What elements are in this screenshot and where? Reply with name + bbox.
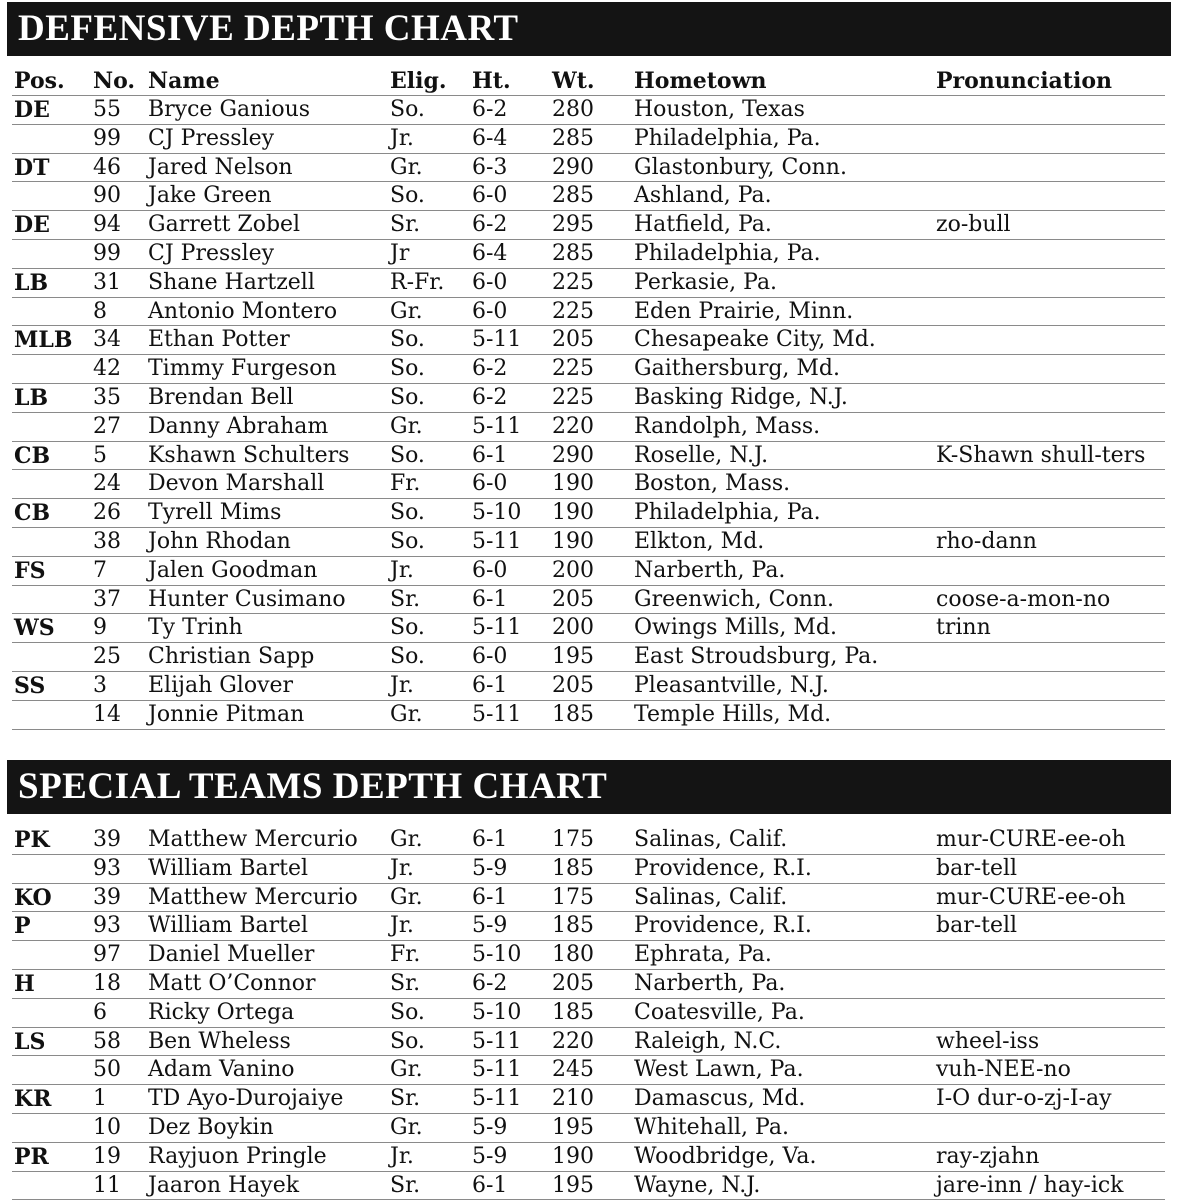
cell-name: Daniel Mueller bbox=[148, 942, 315, 968]
cell-pronunciation: I-O dur-o-zj-I-ay bbox=[936, 1086, 1112, 1112]
cell-elig: Gr. bbox=[390, 827, 423, 852]
cell-name: Jonnie Pitman bbox=[148, 701, 305, 727]
cell-elig: Jr. bbox=[390, 557, 414, 583]
table-row bbox=[12, 154, 1165, 183]
cell-no: 19 bbox=[93, 1143, 121, 1169]
cell-hometown: Providence, R.I. bbox=[634, 855, 812, 881]
cell-pos: DE bbox=[14, 212, 50, 239]
cell-ht: 5-10 bbox=[472, 999, 522, 1025]
cell-no: 1 bbox=[93, 1086, 107, 1112]
cell-name: Bryce Ganious bbox=[148, 97, 311, 122]
table-row bbox=[12, 884, 1165, 913]
cell-name: Matthew Mercurio bbox=[148, 827, 358, 852]
cell-wt: 205 bbox=[552, 586, 594, 612]
cell-ht: 5-11 bbox=[472, 413, 522, 439]
header-name: Name bbox=[148, 68, 220, 94]
cell-elig: Gr. bbox=[390, 884, 423, 910]
cell-elig: Jr bbox=[390, 241, 410, 266]
cell-ht: 5-9 bbox=[472, 1143, 508, 1169]
cell-elig: Sr. bbox=[390, 212, 421, 238]
cell-wt: 290 bbox=[552, 442, 594, 468]
cell-name: Ricky Ortega bbox=[148, 999, 295, 1025]
cell-pronunciation: ray-zjahn bbox=[936, 1143, 1040, 1169]
cell-name: Ty Trinh bbox=[148, 615, 243, 641]
cell-elig: So. bbox=[390, 529, 425, 554]
cell-pos: PR bbox=[14, 1143, 49, 1170]
cell-ht: 5-9 bbox=[472, 1115, 508, 1140]
cell-ht: 6-2 bbox=[472, 97, 508, 122]
cell-ht: 5-11 bbox=[472, 327, 522, 353]
cell-elig: Sr. bbox=[390, 1172, 421, 1198]
cell-ht: 5-11 bbox=[472, 615, 522, 641]
cell-no: 7 bbox=[93, 557, 107, 583]
cell-wt: 225 bbox=[552, 356, 594, 382]
cell-wt: 185 bbox=[552, 701, 594, 727]
table-row bbox=[12, 240, 1165, 269]
cell-elig: Jr. bbox=[390, 673, 414, 698]
cell-no: 39 bbox=[93, 884, 121, 910]
cell-no: 10 bbox=[93, 1115, 121, 1140]
cell-elig: Jr. bbox=[390, 1143, 414, 1169]
cell-hometown: Coatesville, Pa. bbox=[634, 999, 805, 1025]
cell-elig: Fr. bbox=[390, 942, 421, 968]
cell-no: 99 bbox=[93, 241, 121, 266]
table-row bbox=[12, 557, 1165, 586]
cell-elig: So. bbox=[390, 356, 425, 382]
cell-wt: 225 bbox=[552, 269, 594, 295]
cell-pronunciation: mur-CURE-ee-oh bbox=[936, 827, 1126, 852]
cell-name: Jared Nelson bbox=[148, 154, 293, 180]
cell-pos: H bbox=[14, 971, 35, 997]
cell-pronunciation: zo-bull bbox=[936, 212, 1011, 238]
cell-pronunciation: mur-CURE-ee-oh bbox=[936, 884, 1126, 910]
cell-hometown: Narberth, Pa. bbox=[634, 557, 786, 583]
cell-name: Ethan Potter bbox=[148, 327, 290, 353]
cell-no: 14 bbox=[93, 701, 121, 727]
cell-pronunciation: wheel-iss bbox=[936, 1028, 1040, 1054]
cell-wt: 190 bbox=[552, 529, 594, 554]
defense-header-row bbox=[12, 67, 1165, 96]
cell-hometown: Owings Mills, Md. bbox=[634, 615, 837, 641]
cell-elig: R-Fr. bbox=[390, 269, 445, 295]
cell-ht: 5-11 bbox=[472, 1086, 522, 1112]
cell-name: TD Ayo-Durojaiye bbox=[148, 1086, 344, 1112]
cell-name: CJ Pressley bbox=[148, 125, 275, 151]
cell-name: William Bartel bbox=[148, 855, 309, 881]
cell-pronunciation: coose-a-mon-no bbox=[936, 586, 1111, 612]
header-pos: Pos. bbox=[14, 68, 65, 94]
cell-no: 24 bbox=[93, 471, 121, 497]
cell-elig: Sr. bbox=[390, 586, 421, 612]
cell-hometown: Narberth, Pa. bbox=[634, 971, 786, 996]
cell-ht: 6-2 bbox=[472, 212, 508, 238]
header-ht: Ht. bbox=[472, 68, 511, 94]
cell-ht: 6-2 bbox=[472, 356, 508, 382]
table-row bbox=[12, 326, 1165, 355]
cell-hometown: Woodbridge, Va. bbox=[634, 1143, 817, 1169]
table-row bbox=[12, 701, 1165, 730]
cell-pos: KO bbox=[14, 884, 52, 911]
cell-wt: 285 bbox=[552, 183, 594, 209]
cell-no: 99 bbox=[93, 125, 121, 151]
cell-name: Rayjuon Pringle bbox=[148, 1143, 327, 1169]
table-row bbox=[12, 413, 1165, 442]
cell-no: 34 bbox=[93, 327, 121, 353]
cell-elig: Fr. bbox=[390, 471, 421, 497]
cell-elig: So. bbox=[390, 615, 425, 641]
cell-elig: Gr. bbox=[390, 1057, 423, 1083]
table-row bbox=[12, 1085, 1165, 1114]
table-row bbox=[12, 941, 1165, 970]
cell-ht: 6-1 bbox=[472, 827, 508, 852]
cell-ht: 6-1 bbox=[472, 586, 508, 612]
cell-ht: 6-0 bbox=[472, 644, 508, 670]
table-row bbox=[12, 1172, 1165, 1200]
cell-wt: 185 bbox=[552, 913, 594, 939]
cell-ht: 6-0 bbox=[472, 269, 508, 295]
table-row bbox=[12, 211, 1165, 240]
cell-ht: 5-11 bbox=[472, 529, 522, 554]
cell-hometown: Whitehall, Pa. bbox=[634, 1115, 789, 1140]
cell-wt: 210 bbox=[552, 1086, 594, 1112]
cell-wt: 225 bbox=[552, 298, 594, 324]
table-row bbox=[12, 1028, 1165, 1057]
cell-ht: 6-2 bbox=[472, 971, 508, 996]
cell-name: CJ Pressley bbox=[148, 241, 275, 266]
cell-name: Garrett Zobel bbox=[148, 212, 301, 238]
cell-no: 97 bbox=[93, 942, 121, 968]
cell-hometown: Boston, Mass. bbox=[634, 471, 791, 497]
cell-no: 38 bbox=[93, 529, 121, 554]
cell-pos: DE bbox=[14, 97, 50, 123]
cell-pos: WS bbox=[14, 615, 55, 642]
cell-wt: 285 bbox=[552, 241, 594, 266]
cell-no: 50 bbox=[93, 1057, 121, 1083]
table-row bbox=[12, 826, 1165, 855]
table-row bbox=[12, 1114, 1165, 1143]
table-row bbox=[12, 125, 1165, 154]
cell-elig: So. bbox=[390, 1028, 425, 1054]
cell-name: Jaaron Hayek bbox=[148, 1172, 300, 1198]
cell-elig: So. bbox=[390, 183, 425, 209]
cell-hometown: Philadelphia, Pa. bbox=[634, 500, 821, 526]
cell-wt: 185 bbox=[552, 999, 594, 1025]
header-pronunciation: Pronunciation bbox=[936, 68, 1112, 94]
header-wt: Wt. bbox=[552, 68, 595, 94]
cell-name: Brendan Bell bbox=[148, 385, 294, 410]
cell-no: 9 bbox=[93, 615, 107, 641]
cell-wt: 245 bbox=[552, 1057, 594, 1083]
cell-pos: LS bbox=[14, 1028, 46, 1055]
cell-no: 5 bbox=[93, 442, 107, 468]
cell-ht: 5-11 bbox=[472, 701, 522, 727]
header-no: No. bbox=[93, 68, 136, 94]
cell-hometown: Ephrata, Pa. bbox=[634, 942, 772, 968]
cell-ht: 6-1 bbox=[472, 442, 508, 468]
cell-ht: 6-4 bbox=[472, 125, 508, 151]
cell-ht: 6-1 bbox=[472, 884, 508, 910]
cell-name: William Bartel bbox=[148, 913, 309, 939]
cell-name: Kshawn Schulters bbox=[148, 442, 350, 468]
cell-no: 31 bbox=[93, 269, 121, 295]
cell-pronunciation: vuh-NEE-no bbox=[936, 1057, 1071, 1083]
cell-wt: 225 bbox=[552, 385, 594, 410]
cell-pos: CB bbox=[14, 500, 51, 527]
cell-wt: 205 bbox=[552, 673, 594, 698]
cell-hometown: Salinas, Calif. bbox=[634, 884, 788, 910]
cell-ht: 5-11 bbox=[472, 1028, 522, 1054]
cell-name: Adam Vanino bbox=[148, 1057, 295, 1083]
table-row bbox=[12, 855, 1165, 884]
cell-no: 6 bbox=[93, 999, 107, 1025]
cell-pos: LB bbox=[14, 385, 49, 411]
cell-name: Christian Sapp bbox=[148, 644, 315, 670]
cell-ht: 6-2 bbox=[472, 385, 508, 410]
cell-elig: Jr. bbox=[390, 913, 414, 939]
table-row bbox=[12, 528, 1165, 557]
cell-no: 18 bbox=[93, 971, 121, 996]
cell-wt: 295 bbox=[552, 212, 594, 238]
cell-no: 42 bbox=[93, 356, 121, 382]
cell-pos: CB bbox=[14, 442, 51, 469]
cell-name: Danny Abraham bbox=[148, 413, 329, 439]
table-row bbox=[12, 269, 1165, 298]
cell-elig: Gr. bbox=[390, 1115, 423, 1140]
cell-hometown: West Lawn, Pa. bbox=[634, 1057, 804, 1083]
cell-pos: PK bbox=[14, 827, 50, 853]
cell-wt: 200 bbox=[552, 557, 594, 583]
cell-name: Elijah Glover bbox=[148, 673, 294, 698]
table-row bbox=[12, 499, 1165, 528]
cell-no: 8 bbox=[93, 298, 107, 324]
cell-name: Matthew Mercurio bbox=[148, 884, 358, 910]
cell-hometown: Randolph, Mass. bbox=[634, 413, 821, 439]
table-row bbox=[12, 970, 1165, 999]
cell-hometown: Raleigh, N.C. bbox=[634, 1028, 782, 1054]
cell-hometown: Philadelphia, Pa. bbox=[634, 125, 821, 151]
cell-ht: 5-10 bbox=[472, 500, 522, 526]
cell-hometown: Hatfield, Pa. bbox=[634, 212, 772, 238]
cell-hometown: Damascus, Md. bbox=[634, 1086, 806, 1112]
cell-name: John Rhodan bbox=[148, 529, 291, 554]
cell-elig: Jr. bbox=[390, 125, 414, 151]
cell-pronunciation: rho-dann bbox=[936, 529, 1037, 554]
cell-pronunciation: trinn bbox=[936, 615, 991, 641]
cell-hometown: Basking Ridge, N.J. bbox=[634, 385, 848, 410]
cell-wt: 290 bbox=[552, 154, 594, 180]
cell-name: Tyrell Mims bbox=[148, 500, 282, 526]
cell-ht: 6-1 bbox=[472, 673, 508, 698]
cell-name: Hunter Cusimano bbox=[148, 586, 346, 612]
cell-elig: Gr. bbox=[390, 298, 423, 324]
cell-elig: So. bbox=[390, 442, 425, 468]
cell-no: 94 bbox=[93, 212, 121, 238]
cell-wt: 205 bbox=[552, 971, 594, 996]
cell-hometown: Chesapeake City, Md. bbox=[634, 327, 876, 353]
cell-ht: 6-3 bbox=[472, 154, 508, 180]
cell-hometown: Gaithersburg, Md. bbox=[634, 356, 841, 382]
cell-no: 3 bbox=[93, 673, 107, 698]
table-row bbox=[12, 96, 1165, 125]
cell-no: 58 bbox=[93, 1028, 121, 1054]
cell-hometown: Roselle, N.J. bbox=[634, 442, 769, 468]
cell-name: Matt O’Connor bbox=[148, 971, 316, 996]
cell-no: 37 bbox=[93, 586, 121, 612]
cell-pos: DT bbox=[14, 154, 50, 181]
cell-pronunciation: bar-tell bbox=[936, 913, 1018, 939]
cell-name: Shane Hartzell bbox=[148, 269, 315, 295]
cell-name: Antonio Montero bbox=[148, 298, 338, 324]
cell-elig: Gr. bbox=[390, 701, 423, 727]
cell-elig: Gr. bbox=[390, 154, 423, 180]
table-row bbox=[12, 470, 1165, 499]
table-row bbox=[12, 1056, 1165, 1085]
table-row bbox=[12, 586, 1165, 615]
cell-no: 39 bbox=[93, 827, 121, 852]
cell-pos: MLB bbox=[14, 327, 73, 354]
cell-elig: Gr. bbox=[390, 413, 423, 439]
cell-no: 11 bbox=[93, 1172, 121, 1198]
table-row bbox=[12, 384, 1165, 413]
cell-elig: So. bbox=[390, 327, 425, 353]
cell-no: 93 bbox=[93, 913, 121, 939]
cell-ht: 6-4 bbox=[472, 241, 508, 266]
cell-name: Jake Green bbox=[148, 183, 272, 209]
cell-wt: 180 bbox=[552, 942, 594, 968]
cell-name: Devon Marshall bbox=[148, 471, 325, 497]
cell-hometown: Pleasantville, N.J. bbox=[634, 673, 829, 698]
cell-pos: KR bbox=[14, 1086, 52, 1113]
cell-hometown: Ashland, Pa. bbox=[634, 183, 772, 209]
special-teams-depth-chart-title: SPECIAL TEAMS DEPTH CHART bbox=[7, 760, 1171, 814]
table-row bbox=[12, 614, 1165, 643]
table-row bbox=[12, 1143, 1165, 1172]
cell-no: 35 bbox=[93, 385, 121, 410]
cell-pos: P bbox=[14, 913, 31, 940]
cell-ht: 6-0 bbox=[472, 471, 508, 497]
cell-no: 90 bbox=[93, 183, 121, 209]
cell-pronunciation: K-Shawn shull-ters bbox=[936, 442, 1146, 468]
cell-elig: Sr. bbox=[390, 1086, 421, 1112]
cell-name: Ben Wheless bbox=[148, 1028, 291, 1054]
cell-hometown: Greenwich, Conn. bbox=[634, 586, 835, 612]
table-row bbox=[12, 355, 1165, 384]
cell-elig: Jr. bbox=[390, 855, 414, 881]
cell-hometown: Glastonbury, Conn. bbox=[634, 154, 847, 180]
cell-pronunciation: bar-tell bbox=[936, 855, 1018, 881]
cell-wt: 220 bbox=[552, 1028, 594, 1054]
table-row bbox=[12, 999, 1165, 1028]
cell-hometown: Salinas, Calif. bbox=[634, 827, 788, 852]
cell-pronunciation: jare-inn / hay-ick bbox=[936, 1172, 1124, 1198]
table-row bbox=[12, 182, 1165, 211]
cell-hometown: Perkasie, Pa. bbox=[634, 269, 778, 295]
cell-wt: 200 bbox=[552, 615, 594, 641]
cell-no: 25 bbox=[93, 644, 121, 670]
cell-hometown: Elkton, Md. bbox=[634, 529, 765, 554]
cell-wt: 195 bbox=[552, 1115, 594, 1140]
table-row bbox=[12, 298, 1165, 327]
cell-wt: 190 bbox=[552, 500, 594, 526]
cell-wt: 175 bbox=[552, 884, 594, 910]
cell-elig: So. bbox=[390, 999, 425, 1025]
table-row bbox=[12, 672, 1165, 701]
cell-pos: LB bbox=[14, 269, 49, 296]
cell-wt: 175 bbox=[552, 827, 594, 852]
table-row bbox=[12, 643, 1165, 672]
cell-wt: 280 bbox=[552, 97, 594, 122]
cell-ht: 5-10 bbox=[472, 942, 522, 968]
cell-hometown: Eden Prairie, Minn. bbox=[634, 298, 854, 324]
table-row bbox=[12, 442, 1165, 471]
cell-elig: So. bbox=[390, 97, 425, 122]
cell-hometown: Houston, Texas bbox=[634, 97, 805, 122]
cell-wt: 220 bbox=[552, 413, 594, 439]
cell-hometown: Philadelphia, Pa. bbox=[634, 241, 821, 266]
cell-no: 55 bbox=[93, 97, 121, 122]
cell-wt: 285 bbox=[552, 125, 594, 151]
cell-ht: 5-9 bbox=[472, 855, 508, 881]
cell-wt: 190 bbox=[552, 1143, 594, 1169]
cell-ht: 6-0 bbox=[472, 298, 508, 324]
cell-hometown: Providence, R.I. bbox=[634, 913, 812, 939]
cell-elig: So. bbox=[390, 644, 425, 670]
cell-no: 26 bbox=[93, 500, 121, 526]
table-row bbox=[12, 912, 1165, 941]
cell-hometown: Wayne, N.J. bbox=[634, 1172, 761, 1198]
cell-no: 27 bbox=[93, 413, 121, 439]
cell-wt: 190 bbox=[552, 471, 594, 497]
cell-ht: 6-0 bbox=[472, 557, 508, 583]
cell-hometown: Temple Hills, Md. bbox=[634, 701, 832, 727]
cell-wt: 205 bbox=[552, 327, 594, 353]
cell-pos: SS bbox=[14, 673, 46, 699]
cell-name: Jalen Goodman bbox=[148, 557, 318, 583]
cell-hometown: East Stroudsburg, Pa. bbox=[634, 644, 879, 670]
cell-ht: 6-1 bbox=[472, 1172, 508, 1198]
header-hometown: Hometown bbox=[634, 68, 767, 94]
cell-name: Timmy Furgeson bbox=[148, 356, 337, 382]
cell-no: 93 bbox=[93, 855, 121, 881]
cell-wt: 185 bbox=[552, 855, 594, 881]
defensive-depth-chart-title: DEFENSIVE DEPTH CHART bbox=[7, 2, 1171, 56]
cell-name: Dez Boykin bbox=[148, 1115, 274, 1140]
cell-ht: 6-0 bbox=[472, 183, 508, 209]
cell-pos: FS bbox=[14, 557, 46, 584]
cell-wt: 195 bbox=[552, 644, 594, 670]
cell-no: 46 bbox=[93, 154, 121, 180]
cell-ht: 5-9 bbox=[472, 913, 508, 939]
cell-elig: So. bbox=[390, 500, 425, 526]
header-elig: Elig. bbox=[390, 68, 447, 94]
cell-wt: 195 bbox=[552, 1172, 594, 1198]
cell-elig: Sr. bbox=[390, 971, 421, 996]
cell-ht: 5-11 bbox=[472, 1057, 522, 1083]
cell-elig: So. bbox=[390, 385, 425, 410]
